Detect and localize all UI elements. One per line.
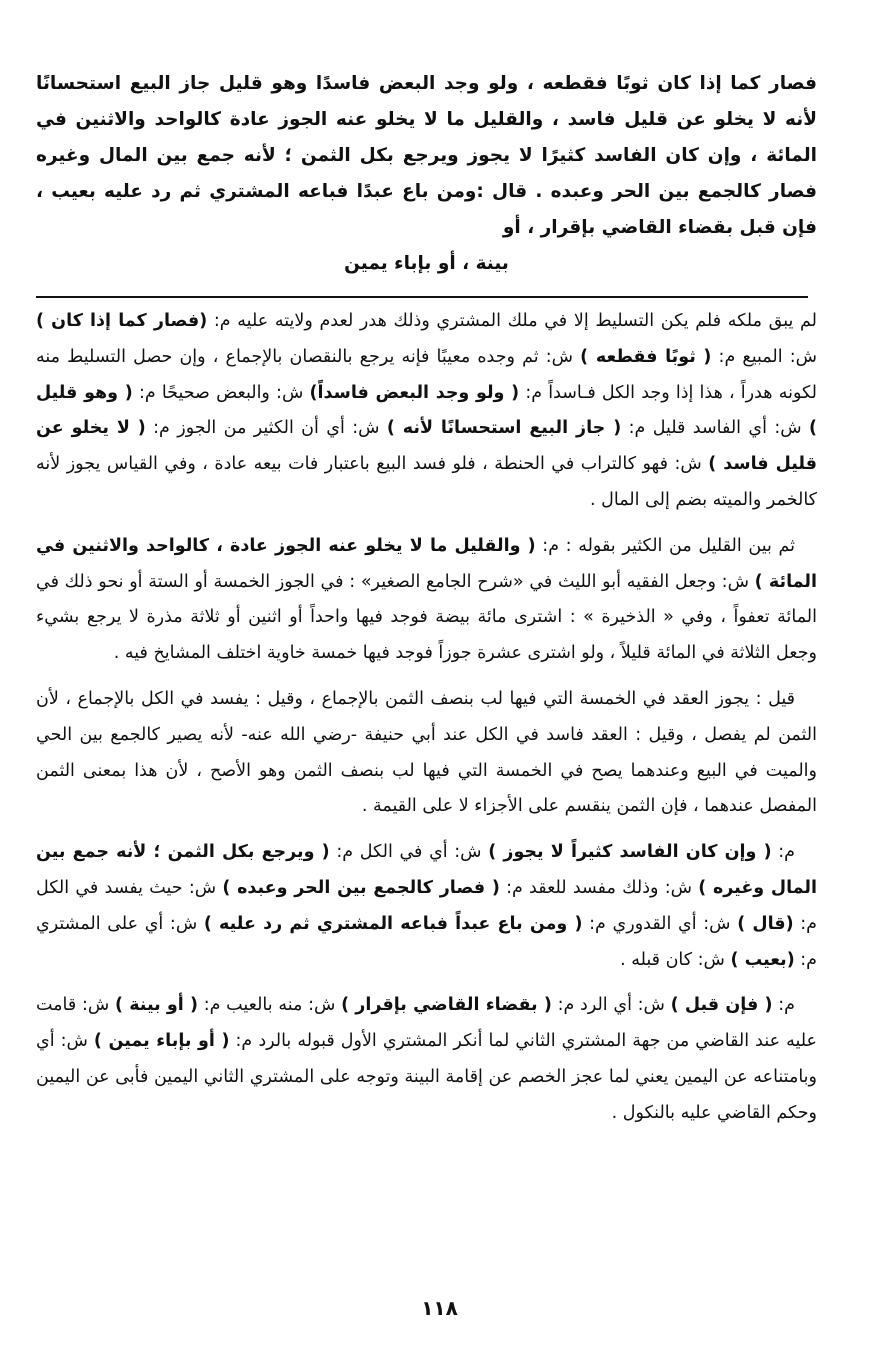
- quoted-matn: ( لا يخلو عن قليل فاسد ): [36, 418, 817, 475]
- commentary-paragraph: [36, 835, 817, 978]
- commentary-text: ش: أي وبامتناعه عن اليمين يعني لما عجز الخصم عن إقامة البينة وتوجه على المشتري الثاني اليمين فأبى عن اليمين وحكم القاضي عليه بالنكول .: [36, 1031, 817, 1123]
- commentary-text: ش: أي الفاسد قليل م:: [621, 418, 809, 439]
- quoted-matn: (بعيب ): [730, 949, 795, 970]
- quoted-matn: ( أو بإباء يمين ): [93, 1031, 230, 1052]
- quoted-matn: ( ويرجع بكل الثمن ؛ لأنه جمع بين المال وغيره ): [36, 842, 817, 898]
- main-text-body: فصار كما إذا كان ثوبًا فقطعه ، ولو وجد البعض فاسدًا وهو قليل جاز البيع استحسانًا لأنه لا يخلو عن قليل فاسد ، والقليل ما لا يخلو عنه الجوز عادة كالواحد والاثنين في المائة ، وإن كان الفاسد كثيرًا لا يجوز ويرجع بكل الثمن ؛ لأنه جمع بين المال وغيره فصار كالجمع بين الحر وعبده . قال :ومن باع عبدًا فباعه المشتري ثم رد عليه بعيب ، فإن قبل بقضاء القاضي بإقرار ، أو: [36, 73, 817, 238]
- commentary-paragraph: [36, 682, 817, 825]
- commentary-text: ش: أي على المشتري م:: [36, 913, 817, 970]
- quoted-matn: (فصار كما إذا كان ): [36, 311, 208, 331]
- commentary-text: ش: كان قبله .: [620, 949, 731, 970]
- quoted-matn: ( وإن كان الفاسد كثيراً لا يجوز ): [488, 842, 772, 863]
- commentary-text: ش: فهو كالتراب في الحنطة ، فلو فسد البيع باعتبار فات بيعه عادة ، وفي القياس يجوز لأنه كالخمر والميته بضم إلى المال .: [36, 454, 817, 510]
- commentary-text: ش: وذلك مفسد للعقد م:: [499, 877, 699, 898]
- commentary-text: ش: قامت عليه عند القاضي من جهة المشتري الثاني لما أنكر المشتري الأول قبوله بالرد م:: [36, 995, 818, 1052]
- quoted-matn: ( أو بينة ): [114, 995, 199, 1016]
- commentary: [36, 304, 817, 1132]
- commentary-text: ش: أي القدوري م:: [582, 913, 738, 934]
- commentary-text: لم يبق ملكه فلم يكن التسليط إلا في ملك المشتري وذلك هدر لعدم ولايته عليه م:: [207, 311, 817, 331]
- commentary-paragraph: [36, 529, 817, 672]
- quoted-matn: ( فصار كالجمع بين الحر وعبده ): [222, 877, 500, 898]
- main-text: [36, 66, 817, 282]
- main-text-last-line: بينة ، أو بإباء يمين: [344, 253, 509, 274]
- commentary-text: قيل : يجوز العقد في الخمسة التي فيها لب بنصف الثمن بالإجماع ، وقيل : يفسد في الكل بالإجماع ، لأن الثمن لم يفصل ، وقيل : العقد فاسد في الكل عند أبي حنيفة -رضي الله عنه- لأنه يصير كالجمع بين الحي والميت في البيع وعندهما يصح في الخمسة التي فيها لب بنصف الثمن وهو الأصح ، لأن هذا بمعنى الثمن المفصل عندهما ، فإن الثمن ينقسم على الأجزاء لا على القيمة .: [36, 688, 817, 817]
- commentary-text: ش: المبيع م:: [711, 346, 817, 367]
- quoted-matn: ( وهو قليل ): [36, 382, 817, 439]
- commentary-text: ثم بين القليل من الكثير بقوله : م:: [535, 535, 796, 556]
- commentary-paragraph: [36, 988, 817, 1131]
- commentary-text: ش: حيث يفسد في الكل م:: [36, 877, 817, 934]
- quoted-matn: ( ثوبًا فقطعه ): [580, 346, 712, 367]
- quoted-matn: ( جاز البيع استحسانًا لأنه ): [386, 418, 622, 439]
- commentary-text: ش: منه بالعيب م:: [198, 995, 342, 1016]
- quoted-matn: ( بقضاء القاضي بإقرار ): [341, 995, 552, 1016]
- page-content: [36, 66, 817, 1142]
- quoted-matn: (قال ): [737, 913, 794, 934]
- commentary-text: ش: وجعل الفقيه أبو الليث في «شرح الجامع الصغير» : في الجوز الخمسة أو الستة أو نحو ذلك في المائة تعفواً ، وفي « الذخيرة » : اشترى مائة بيضة فوجد فيها واحداً أو اثنين أو ثلاثة مذرة لا يرجع بشيء وجعل الثلاثة في المائة قليلاً ، ولو اشترى عشرة جوزاً فوجد فيها خمسة خاوية اختلف المشايخ فيه .: [36, 571, 817, 664]
- quoted-matn: ( ومن باع عبداً فباعه المشتري ثم رد عليه ): [203, 913, 583, 934]
- commentary-paragraph: [36, 304, 817, 519]
- commentary-text: م:: [771, 842, 795, 863]
- commentary-text: ش: ثم وجده معيبًا فإنه يرجع بالنقصان بالإجماع ، وإن حصل التسليط منه لكونه هدراً ، هذا إذا وجد الكل فـاسداً م:: [36, 346, 817, 403]
- quoted-matn: ( فإن قبل ): [670, 995, 773, 1016]
- text-divider: [36, 296, 808, 298]
- commentary-text: م:: [772, 995, 796, 1016]
- commentary-text: ش: أي أن الكثير من الجوز م:: [145, 418, 387, 439]
- commentary-text: ش: أي في الكل م:: [329, 842, 489, 863]
- page-number: ١١٨: [421, 1296, 458, 1320]
- quoted-matn: ( ولو وجد البعض فاسداً): [309, 382, 520, 403]
- commentary-text: ش: والبعض صحيحًا م:: [132, 382, 310, 403]
- commentary-text: ش: أي الرد م:: [551, 995, 671, 1016]
- quoted-matn: ( والقليل ما لا يخلو عنه الجوز عادة ، كالواحد والاثنين في المائة ): [36, 535, 817, 592]
